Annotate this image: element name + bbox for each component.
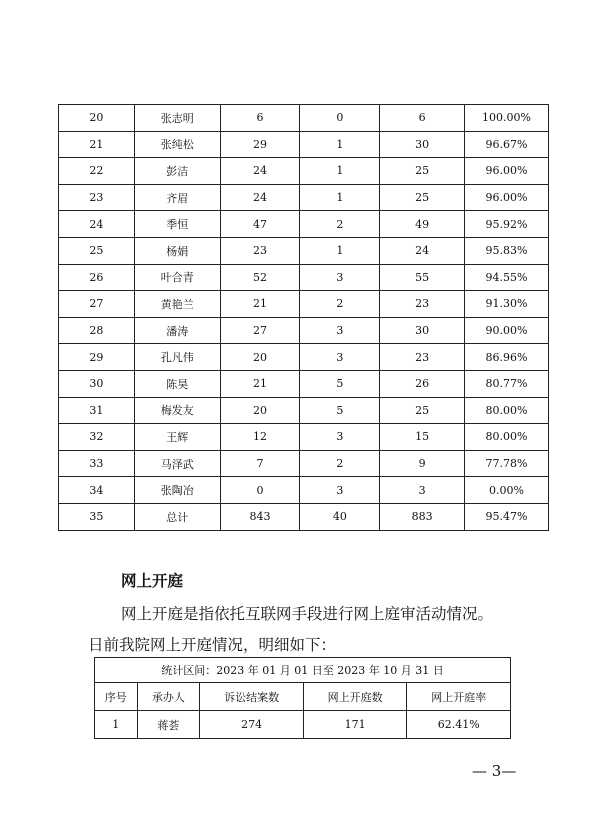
table-cell: 1 — [300, 131, 380, 158]
table-row — [59, 503, 549, 530]
table-cell: 1 — [300, 158, 380, 185]
table-header-cell: 网上开庭数 — [303, 683, 407, 711]
table-cell: 2 — [300, 291, 380, 318]
table-row — [59, 370, 549, 397]
table-cell: 王辉 — [134, 424, 220, 451]
table-cell: 25 — [380, 397, 465, 424]
table-cell: 1 — [300, 237, 380, 264]
table-header-row — [95, 683, 511, 711]
table-cell: 0 — [220, 477, 300, 504]
table-cell: 12 — [220, 424, 300, 451]
table-header-cell: 序号 — [95, 683, 138, 711]
table-cell: 21 — [220, 291, 300, 318]
table-cell: 96.00% — [465, 184, 549, 211]
table-row — [59, 291, 549, 318]
table-cell: 30 — [380, 131, 465, 158]
table-cell: 26 — [380, 370, 465, 397]
table-cell: 28 — [59, 317, 135, 344]
table-cell: 7 — [220, 450, 300, 477]
table-cell: 杨娟 — [134, 237, 220, 264]
table-cell: 30 — [380, 317, 465, 344]
table-cell: 孔凡伟 — [134, 344, 220, 371]
table-cell: 62.41% — [407, 711, 511, 739]
table-cell: 齐眉 — [134, 184, 220, 211]
table-cell: 883 — [380, 503, 465, 530]
table-cell: 23 — [380, 291, 465, 318]
table-cell: 梅发友 — [134, 397, 220, 424]
table-cell: 86.96% — [465, 344, 549, 371]
table-row — [59, 184, 549, 211]
table-cell: 3 — [300, 477, 380, 504]
table-cell: 3 — [380, 477, 465, 504]
table-cell: 1 — [300, 184, 380, 211]
table-cell: 80.00% — [465, 424, 549, 451]
table-cell: 1 — [95, 711, 138, 739]
table-cell: 潘涛 — [134, 317, 220, 344]
section-paragraph-1: 网上开庭是指依托互联网手段进行网上庭审活动情况。 — [121, 605, 494, 623]
table-cell: 95.47% — [465, 503, 549, 530]
table-cell: 23 — [59, 184, 135, 211]
table-cell: 5 — [300, 370, 380, 397]
table-cell: 29 — [59, 344, 135, 371]
table-cell: 47 — [220, 211, 300, 238]
table-cell: 80.00% — [465, 397, 549, 424]
table-cell: 6 — [220, 105, 300, 132]
table-cell: 95.83% — [465, 237, 549, 264]
table-cell: 96.67% — [465, 131, 549, 158]
table-cell: 2 — [300, 211, 380, 238]
table-row — [95, 711, 511, 739]
caseload-table — [58, 104, 549, 531]
table-cell: 2 — [300, 450, 380, 477]
table-header-cell: 承办人 — [137, 683, 200, 711]
table-row — [59, 158, 549, 185]
table-row — [59, 477, 549, 504]
table-cell: 34 — [59, 477, 135, 504]
table-cell: 30 — [59, 370, 135, 397]
page-number: — 3— — [472, 762, 517, 780]
table-cell: 22 — [59, 158, 135, 185]
table-cell: 马泽武 — [134, 450, 220, 477]
table-cell: 6 — [380, 105, 465, 132]
table-cell: 25 — [380, 184, 465, 211]
table-cell: 3 — [300, 317, 380, 344]
table-cell: 25 — [380, 158, 465, 185]
table-cell: 20 — [220, 344, 300, 371]
table-cell: 26 — [59, 264, 135, 291]
table-cell: 100.00% — [465, 105, 549, 132]
table-cell: 21 — [59, 131, 135, 158]
table-cell: 274 — [200, 711, 304, 739]
table-cell: 80.77% — [465, 370, 549, 397]
table-row — [59, 131, 549, 158]
table-cell: 0 — [300, 105, 380, 132]
table-cell: 55 — [380, 264, 465, 291]
table-cell: 25 — [59, 237, 135, 264]
table-cell: 91.30% — [465, 291, 549, 318]
table-cell: 27 — [59, 291, 135, 318]
table-cell: 张志明 — [134, 105, 220, 132]
section-paragraph-2: 日前我院网上开庭情况，明细如下： — [88, 636, 337, 654]
table-cell: 31 — [59, 397, 135, 424]
table-cell: 94.55% — [465, 264, 549, 291]
table-cell: 33 — [59, 450, 135, 477]
table-cell: 3 — [300, 344, 380, 371]
table-header-cell: 网上开庭率 — [407, 683, 511, 711]
table-cell: 季恒 — [134, 211, 220, 238]
table-cell: 5 — [300, 397, 380, 424]
table-cell: 35 — [59, 503, 135, 530]
table-row — [59, 317, 549, 344]
table-row — [59, 397, 549, 424]
table-cell: 15 — [380, 424, 465, 451]
table-cell: 96.00% — [465, 158, 549, 185]
table-cell: 0.00% — [465, 477, 549, 504]
table-cell: 张纯松 — [134, 131, 220, 158]
table-row — [59, 344, 549, 371]
section-heading: 网上开庭 — [121, 572, 184, 590]
caseload-table-body — [59, 105, 549, 531]
table-cell: 20 — [220, 397, 300, 424]
table-cell: 29 — [220, 131, 300, 158]
table-cell: 21 — [220, 370, 300, 397]
table-row — [59, 450, 549, 477]
table-cell: 40 — [300, 503, 380, 530]
table-row — [59, 237, 549, 264]
table-cell: 黄艳兰 — [134, 291, 220, 318]
table-header-cell: 诉讼结案数 — [200, 683, 304, 711]
table-row — [59, 211, 549, 238]
table-cell: 3 — [300, 424, 380, 451]
table-cell: 32 — [59, 424, 135, 451]
table-cell: 52 — [220, 264, 300, 291]
table-row — [59, 105, 549, 132]
table-cell: 陈昊 — [134, 370, 220, 397]
online-hearing-table-body — [95, 658, 511, 739]
table-cell: 彭洁 — [134, 158, 220, 185]
table-cell: 77.78% — [465, 450, 549, 477]
online-hearing-table — [94, 657, 511, 739]
table-cell: 27 — [220, 317, 300, 344]
table-cell: 843 — [220, 503, 300, 530]
table-cell: 24 — [220, 158, 300, 185]
table-cell: 23 — [380, 344, 465, 371]
table-cell: 3 — [300, 264, 380, 291]
table-caption: 统计区间：2023 年 01 月 01 日至 2023 年 10 月 31 日 — [95, 658, 511, 683]
table-row — [59, 264, 549, 291]
table-cell: 9 — [380, 450, 465, 477]
table-cell: 90.00% — [465, 317, 549, 344]
table-row — [59, 424, 549, 451]
table-cell: 95.92% — [465, 211, 549, 238]
table-cell: 24 — [220, 184, 300, 211]
table-cell: 24 — [59, 211, 135, 238]
table-cell: 20 — [59, 105, 135, 132]
table-cell: 24 — [380, 237, 465, 264]
table-cell: 23 — [220, 237, 300, 264]
table-cell: 49 — [380, 211, 465, 238]
table-cell: 总计 — [134, 503, 220, 530]
table-cell: 171 — [303, 711, 407, 739]
table-caption-row — [95, 658, 511, 683]
table-cell: 蒋荟 — [137, 711, 200, 739]
table-cell: 张陶冶 — [134, 477, 220, 504]
table-cell: 叶合青 — [134, 264, 220, 291]
